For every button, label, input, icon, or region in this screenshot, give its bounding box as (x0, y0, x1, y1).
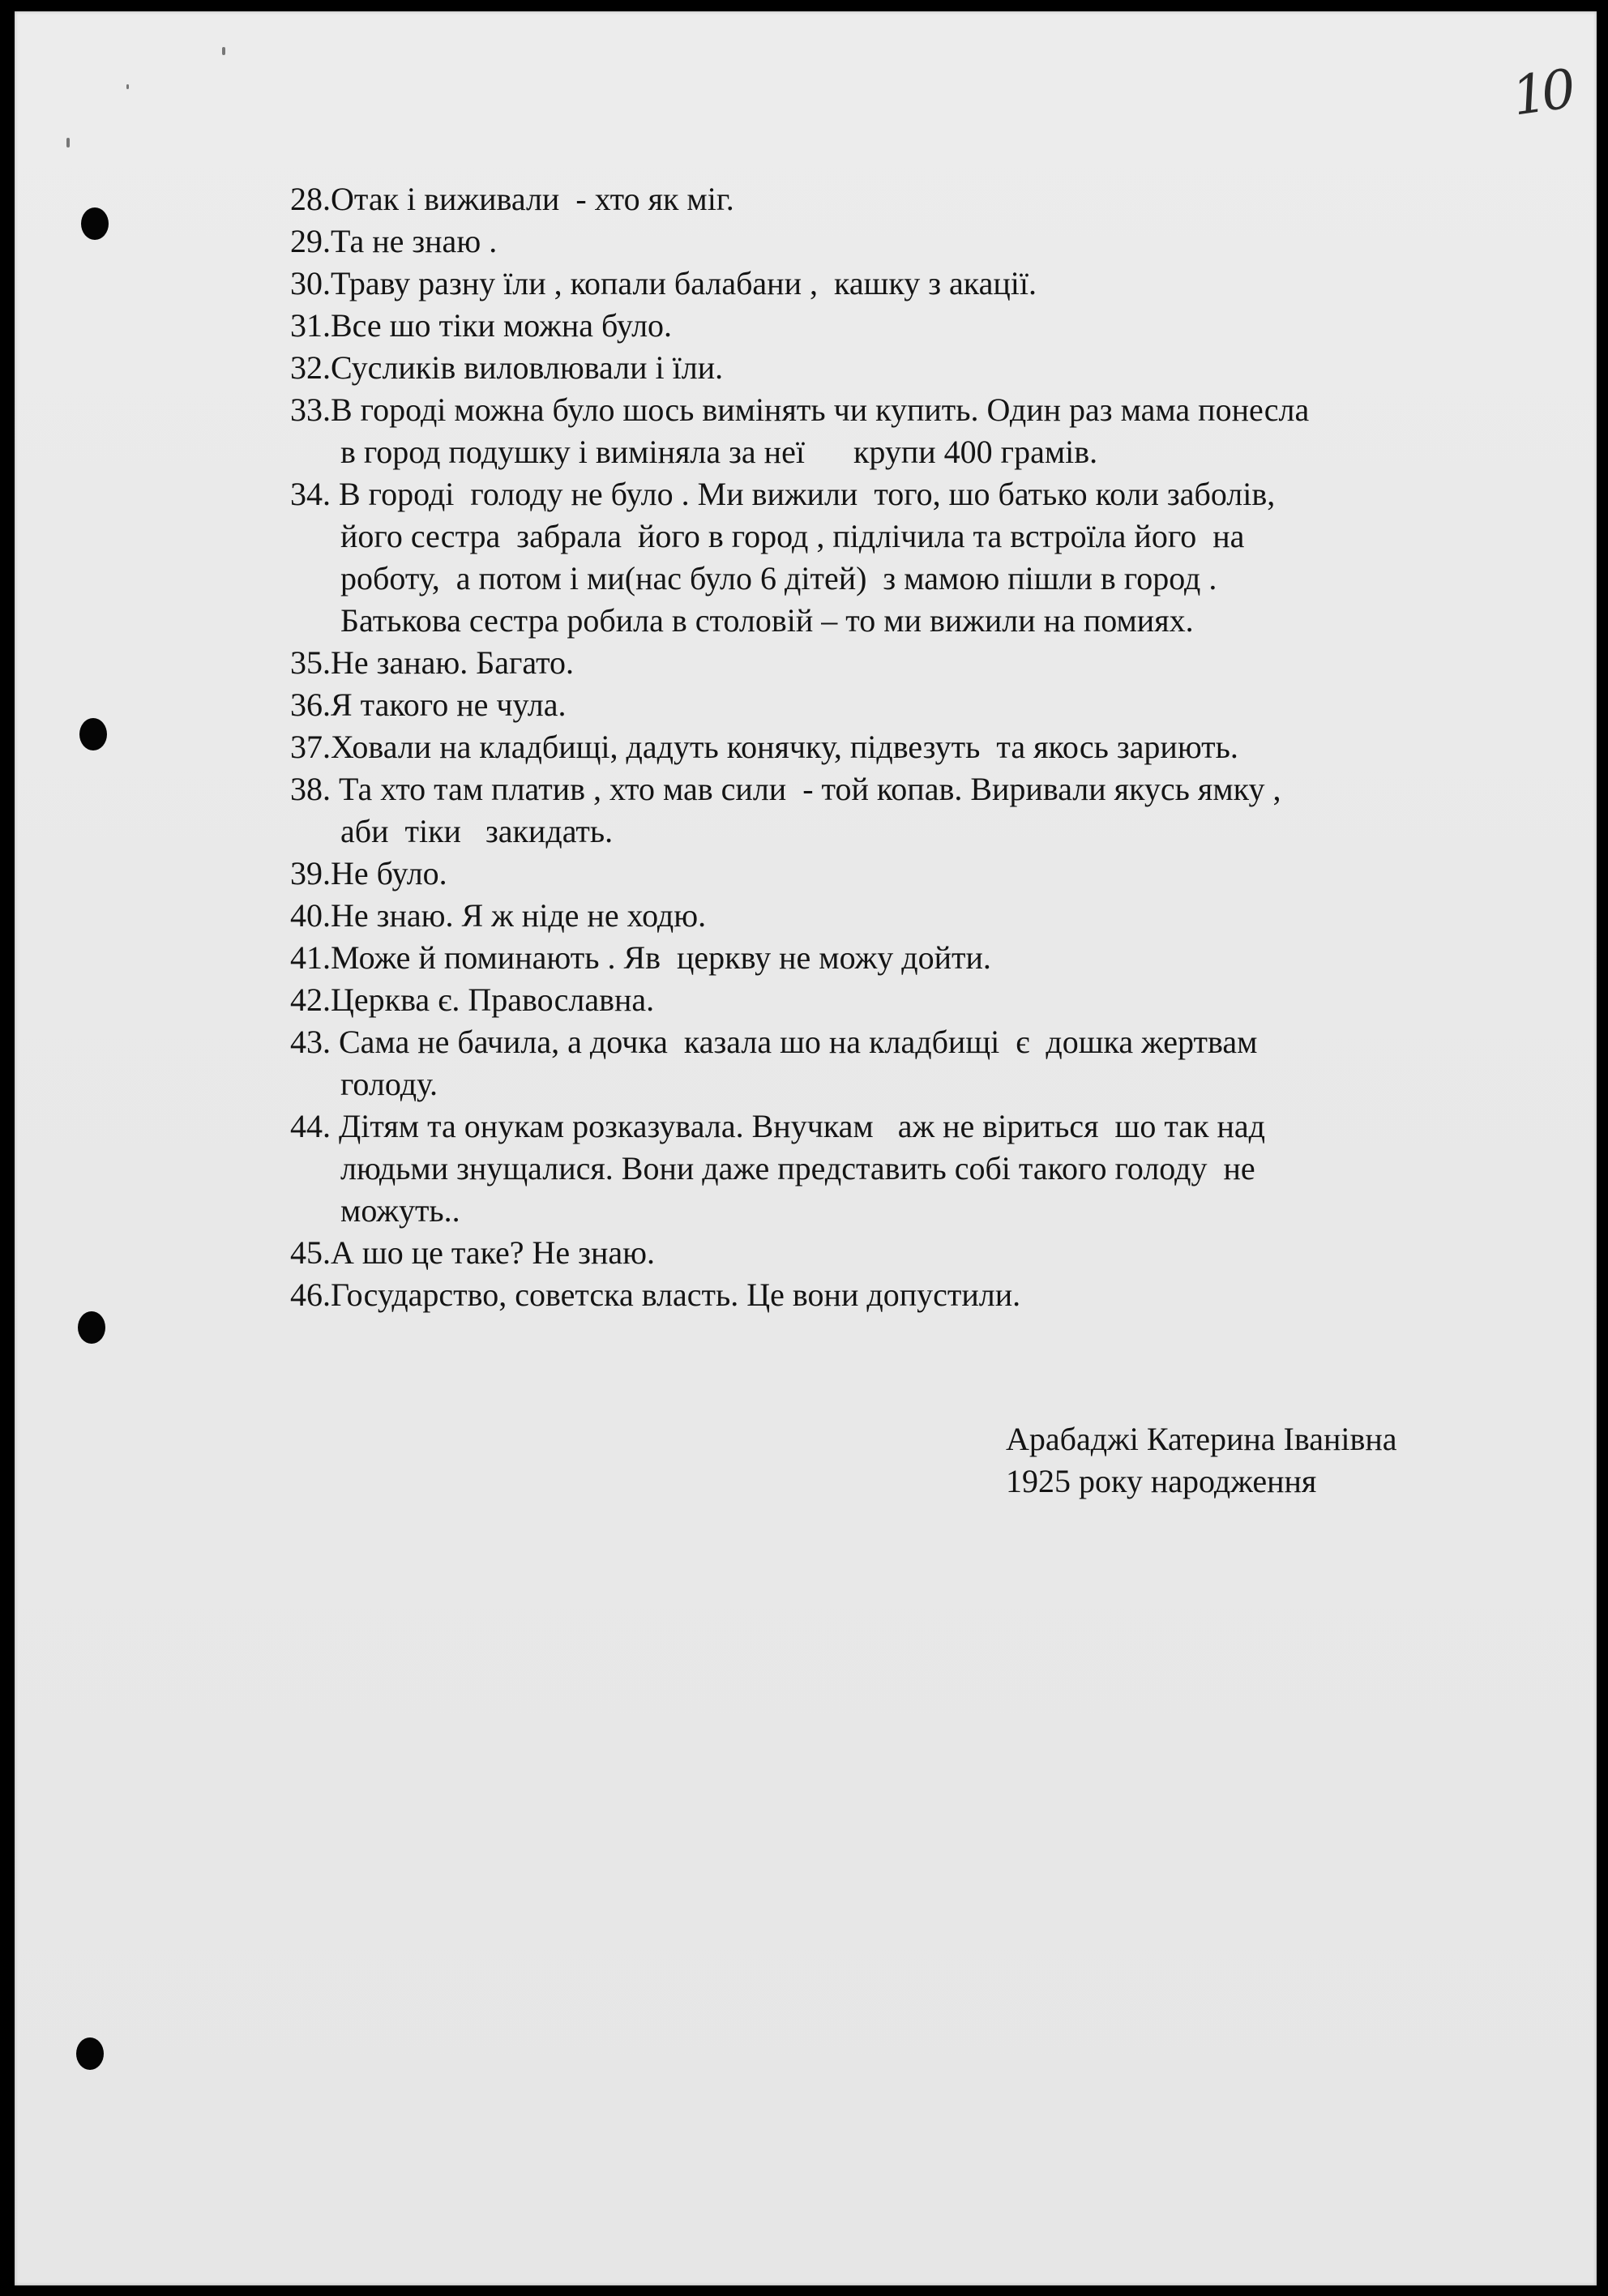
answer-line: 39.Не було. (290, 855, 447, 891)
answer-line: 38. Та хто там платив , хто мав сили - той копав. Виривали якусь ямку , (290, 771, 1281, 807)
punch-hole (81, 207, 109, 240)
handwritten-page-number: 10 (1508, 58, 1575, 128)
answer-continuation-line: можуть.. (340, 1192, 460, 1229)
document-page (15, 11, 1597, 2285)
dust-speck (126, 84, 129, 89)
answer-line: 42.Церква є. Православна. (290, 981, 655, 1018)
answer-line: 43. Сама не бачила, а дочка казала шо на кладбищі є дошка жертвам (290, 1024, 1258, 1060)
answer-continuation-line: його сестра забрала його в город , підлічила та встроїла його на (340, 518, 1245, 554)
dust-speck (66, 138, 70, 148)
answer-line: 46.Государство, советска власть. Це вони допустили. (290, 1276, 1021, 1313)
answer-line: 36.Я такого не чула. (290, 686, 567, 723)
answer-line: 33.В городі можна було шось вимінять чи купить. Один раз мама понесла (290, 391, 1310, 428)
answer-continuation-line: аби тіки закидать. (340, 813, 614, 849)
answer-line: 32.Сусликів виловлювали і їли. (290, 349, 724, 386)
answer-continuation-line: Батькова сестра робила в столовій – то ми вижили на помиях. (340, 602, 1194, 639)
punch-hole (76, 2037, 104, 2070)
answer-line: 37.Ховали на кладбищі, дадуть конячку, підвезуть та якось зариють. (290, 729, 1238, 765)
answer-line: 34. В городі голоду не було . Ми вижили того, шо батько коли заболів, (290, 476, 1276, 512)
answer-line: 28.Отак і виживали - хто як міг. (290, 181, 734, 217)
respondent-name: Арабаджі Катерина Іванівна (1006, 1421, 1397, 1457)
answer-line: 35.Не занаю. Багато. (290, 644, 575, 681)
answer-line: 45.А шо це таке? Не знаю. (290, 1234, 655, 1271)
answer-line: 29.Та не знаю . (290, 223, 498, 259)
answer-line: 40.Не знаю. Я ж ніде не ходю. (290, 897, 707, 934)
answer-continuation-line: в город подушку і виміняла за неї крупи 400 грамів. (340, 434, 1098, 470)
answer-line: 44. Дітям та онукам розказувала. Внучкам аж не віриться шо так над (290, 1108, 1266, 1144)
respondent-birth-year: 1925 року народження (1006, 1463, 1317, 1499)
punch-hole (78, 1311, 105, 1344)
answers-list (290, 178, 1490, 1316)
signature-block (1006, 1418, 1397, 1503)
answer-continuation-line: роботу, а потом і ми(нас було 6 дітей) з мамою пішли в город . (340, 560, 1217, 596)
dust-speck (222, 47, 225, 55)
answer-line: 30.Траву разну їли , копали балабани , кашку з акації. (290, 265, 1037, 301)
answer-line: 41.Може й поминають . Яв церкву не можу дойти. (290, 939, 991, 976)
answer-continuation-line: людьми знущалися. Вони даже представить собі такого голоду не (340, 1150, 1255, 1186)
answer-line: 31.Все шо тіки можна було. (290, 307, 673, 344)
punch-hole (79, 718, 107, 750)
answer-continuation-line: голоду. (340, 1066, 438, 1102)
